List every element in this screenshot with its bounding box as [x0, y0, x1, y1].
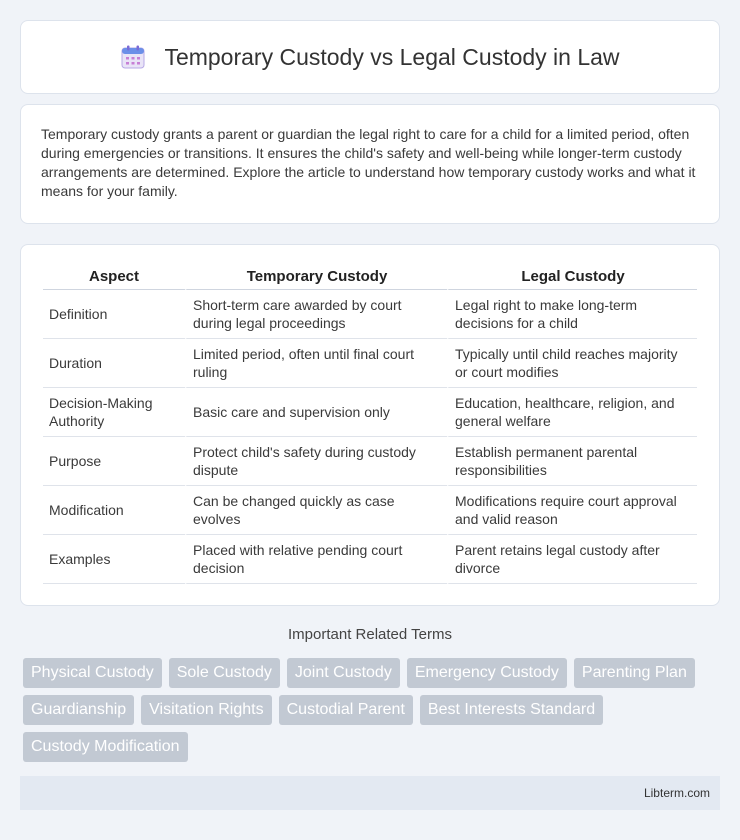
related-terms-title: Important Related Terms — [288, 626, 452, 643]
tag-joint-custody[interactable]: Joint Custody — [287, 658, 400, 688]
tag-parenting-plan[interactable]: Parenting Plan — [574, 658, 695, 688]
footer — [20, 776, 720, 810]
table-row — [43, 486, 697, 535]
cell-aspect: Purpose — [43, 437, 185, 486]
cell-legal: Education, healthcare, religion, and general welfare — [447, 388, 697, 437]
tag-best-interests-standard[interactable]: Best Interests Standard — [420, 695, 603, 725]
header-aspect: Aspect — [43, 265, 185, 290]
table-row — [43, 535, 697, 584]
cell-temporary: Protect child's safety during custody dispute — [185, 437, 447, 486]
cell-temporary: Limited period, often until final court ruling — [185, 339, 447, 388]
cell-aspect: Decision-Making Authority — [43, 388, 185, 437]
cell-aspect: Definition — [43, 290, 185, 339]
tag-visitation-rights[interactable]: Visitation Rights — [141, 695, 271, 725]
table-header-row — [43, 265, 697, 290]
cell-aspect: Modification — [43, 486, 185, 535]
table-row — [43, 290, 697, 339]
footer-site-link[interactable]: Libterm.com — [643, 786, 710, 800]
table-card — [20, 244, 720, 606]
intro-card — [20, 104, 720, 224]
intro-text: Temporary custody grants a parent or guardian the legal right to care for a child for a limited period, often during emergencies or transitions. It ensures the child's safety and well-being while longer-term custody arrangements are determined. Explore the article to understand how temporary custody works and what it means for your family. — [41, 126, 696, 199]
related-terms-list — [23, 658, 713, 762]
title-wrap — [120, 44, 619, 71]
cell-legal: Establish permanent parental responsibilities — [447, 437, 697, 486]
tag-emergency-custody[interactable]: Emergency Custody — [407, 658, 567, 688]
header-temporary-custody: Temporary Custody — [185, 265, 447, 290]
table-row — [43, 388, 697, 437]
tag-custody-modification[interactable]: Custody Modification — [23, 732, 188, 762]
table-row — [43, 339, 697, 388]
tag-custodial-parent[interactable]: Custodial Parent — [279, 695, 413, 725]
comparison-table — [43, 265, 697, 584]
header-card — [20, 20, 720, 94]
cell-legal: Typically until child reaches majority or court modifies — [447, 339, 697, 388]
cell-aspect: Examples — [43, 535, 185, 584]
table-row — [43, 437, 697, 486]
cell-temporary: Short-term care awarded by court during legal proceedings — [185, 290, 447, 339]
tag-guardianship[interactable]: Guardianship — [23, 695, 134, 725]
cell-temporary: Can be changed quickly as case evolves — [185, 486, 447, 535]
cell-legal: Legal right to make long-term decisions for a child — [447, 290, 697, 339]
cell-aspect: Duration — [43, 339, 185, 388]
cell-temporary: Placed with relative pending court decision — [185, 535, 447, 584]
page-title: Temporary Custody vs Legal Custody in Law — [164, 43, 620, 70]
header-legal-custody: Legal Custody — [447, 265, 697, 290]
cell-legal: Parent retains legal custody after divorce — [447, 535, 697, 584]
cell-temporary: Basic care and supervision only — [185, 388, 447, 437]
tag-sole-custody[interactable]: Sole Custody — [169, 658, 280, 688]
tag-physical-custody[interactable]: Physical Custody — [23, 658, 162, 688]
cell-legal: Modifications require court approval and valid reason — [447, 486, 697, 535]
calendar-icon — [120, 44, 146, 70]
